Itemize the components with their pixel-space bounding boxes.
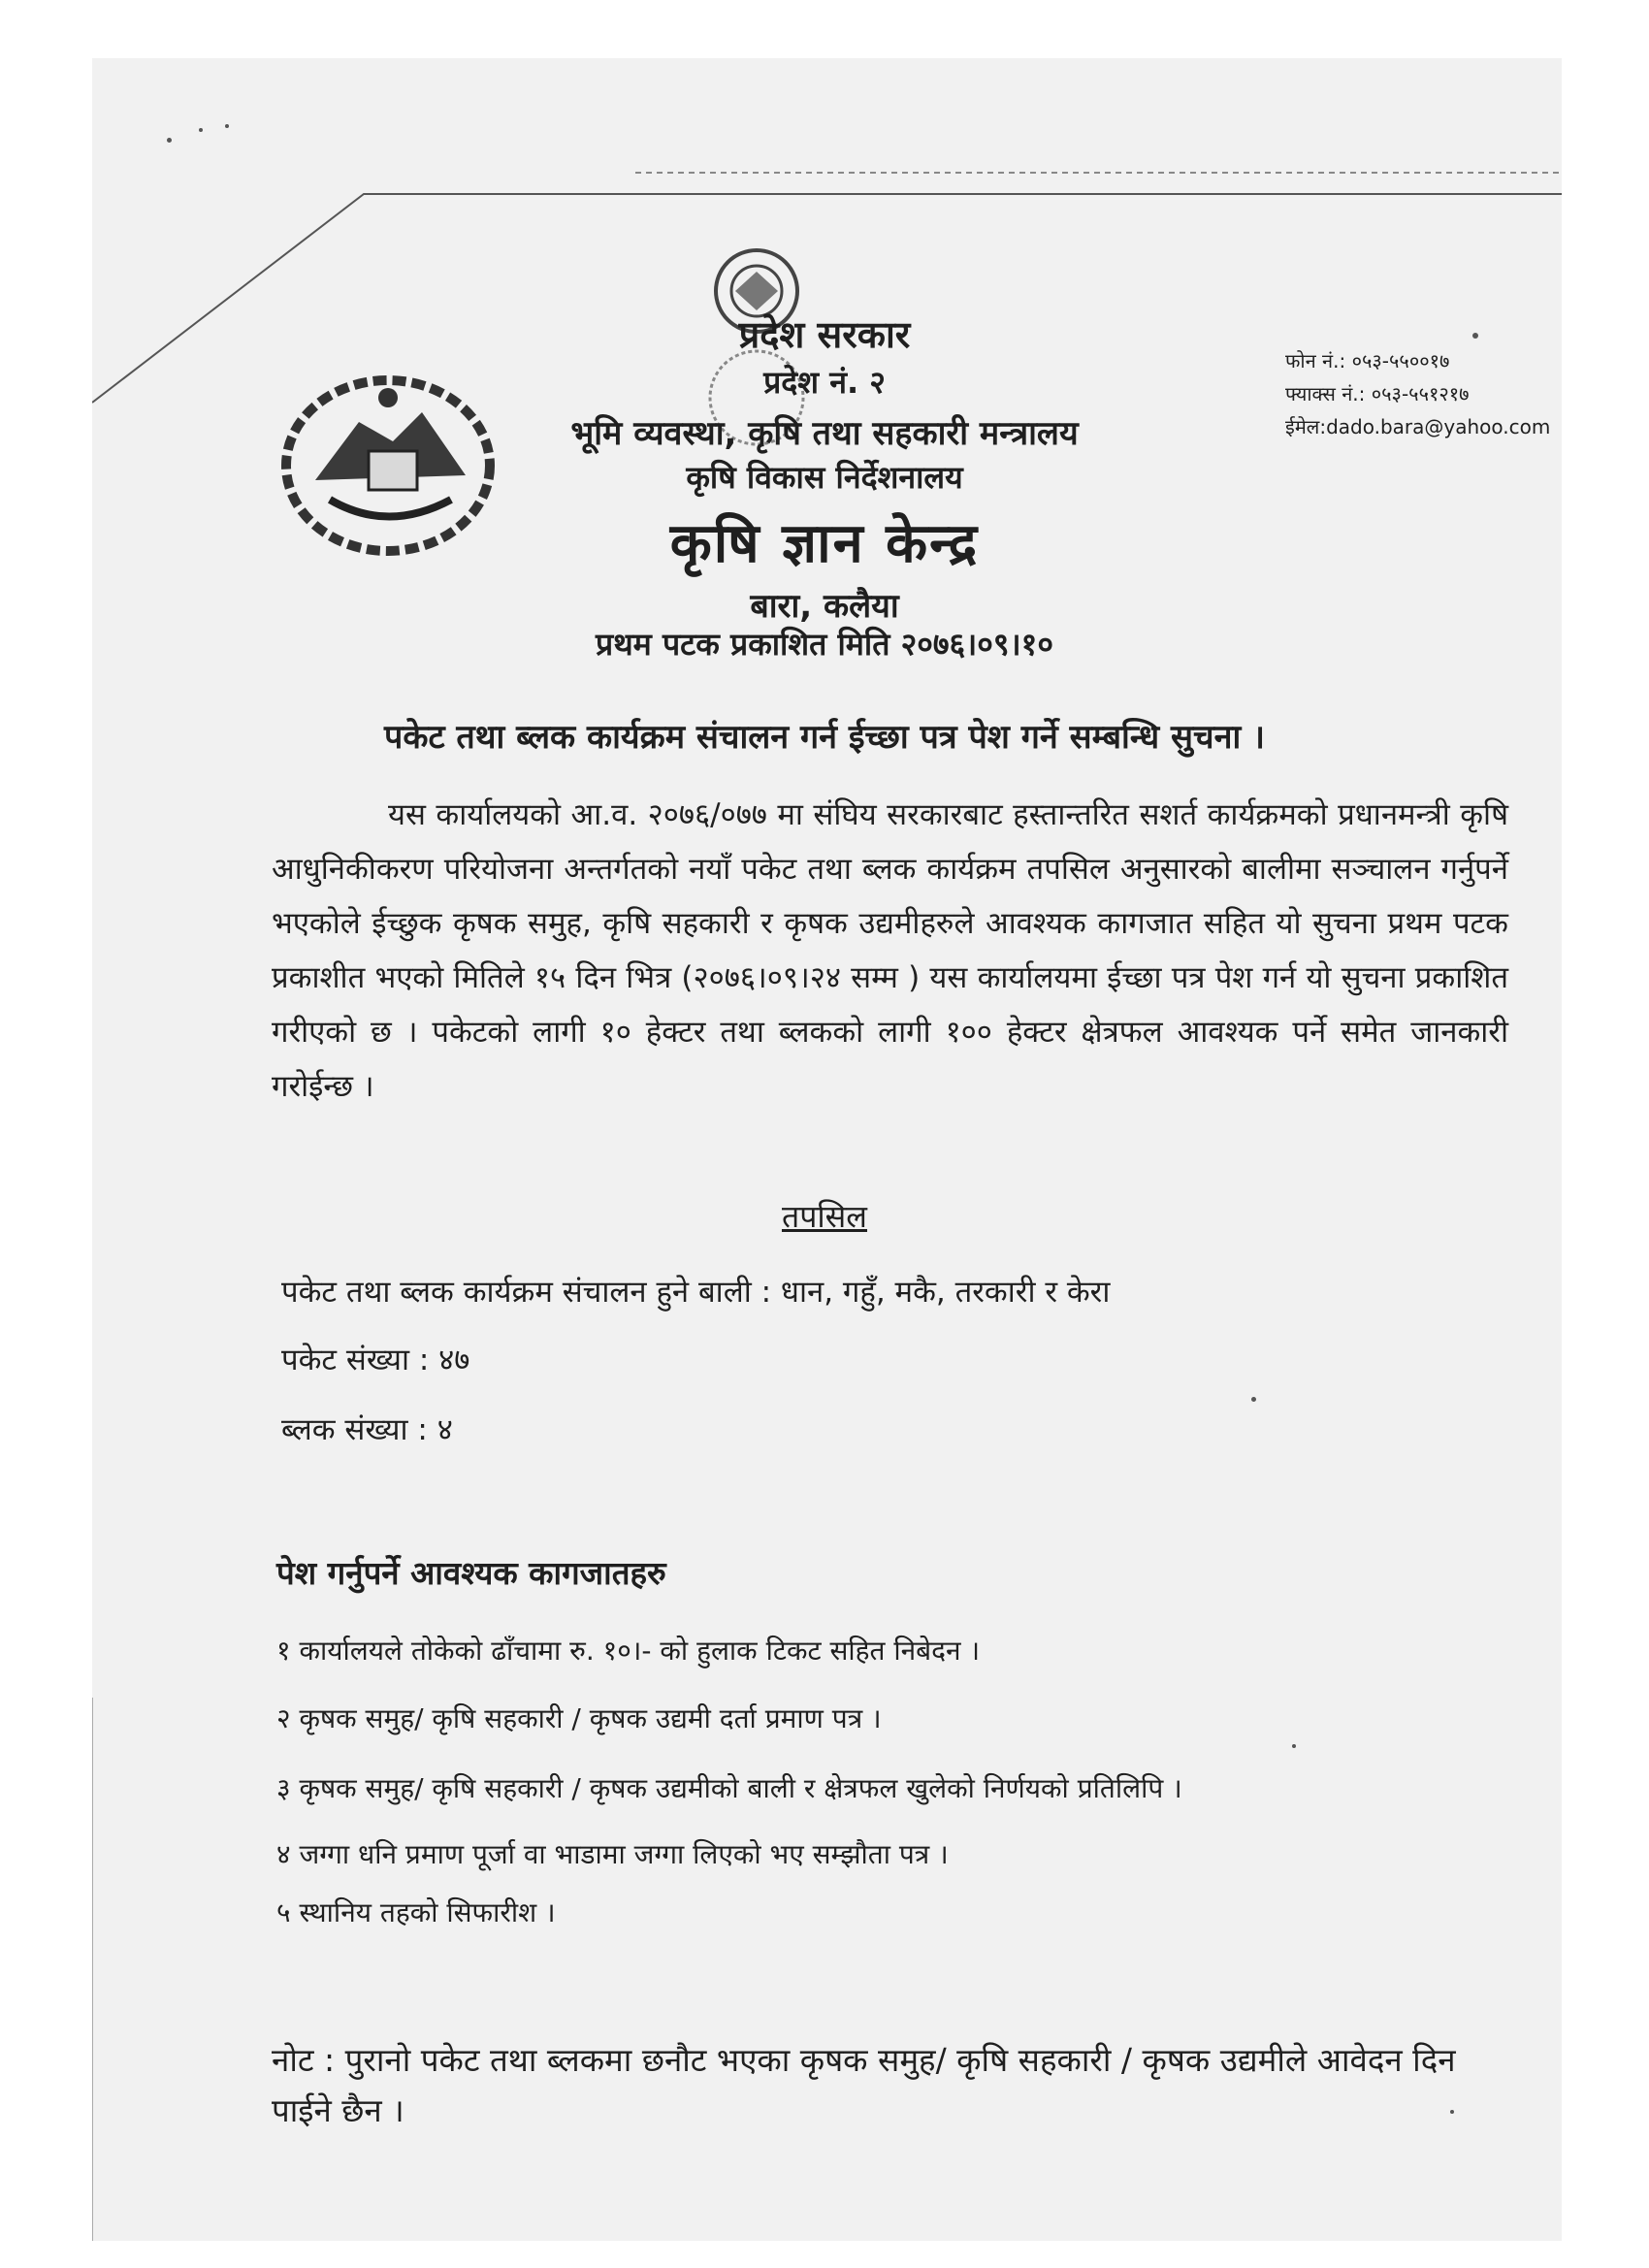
header-office-name: कृषि ज्ञान केन्द्र [669, 512, 980, 575]
document-item: ५ स्थानिय तहको सिफारीश । [276, 1896, 556, 1928]
document-item: १ कार्यालयले तोकेको ढाँचामा रु. १०।- को हुलाक टिकट सहित निबेदन । [276, 1635, 981, 1667]
documents-title: पेश गर्नुपर्ने आवश्यक कागजातहरु [276, 1554, 666, 1592]
contact-email: ईमेल:dado.bara@yahoo.com [1285, 415, 1551, 438]
tapasil-heading: तपसिल [781, 1198, 868, 1235]
header-ministry: भूमि व्यवस्था, कृषि तथा सहकारी मन्त्रालय [570, 414, 1079, 453]
header-directorate: कृषि विकास निर्देशनालय [686, 459, 963, 496]
tapasil-pocket-count: पकेट संख्या : ४७ [281, 1343, 470, 1377]
header-province-number: प्रदेश नं. २ [763, 364, 886, 401]
tapasil-block-count: ब्लक संख्या : ४ [281, 1412, 453, 1447]
document-item: ३ कृषक समुह/ कृषि सहकारी / कृषक उद्यमीको बाली र क्षेत्रफल खुलेको निर्णयको प्रतिलिपि । [276, 1772, 1182, 1804]
note-text: नोट : पुरानो पकेट तथा ब्लकमा छनौट भएका कृषक समुह/ कृषि सहकारी / कृषक उद्यमीले आवेदन दिन पाईने छैन । [272, 2041, 1456, 2129]
contact-fax: फ्याक्स नं.: ०५३-५५१२१७ [1285, 382, 1470, 405]
header-province-government: प्रदेश सरकार [738, 313, 911, 356]
notice-body: यस कार्यालयको आ.व. २०७६/०७७ मा संघिय सरकारबाट हस्तान्तरित सशर्त कार्यक्रमको प्रधानमन्त्री कृषि आधुनिकीकरण परियोजना अन्तर्गतको नयाँ पकेट तथा ब्लक कार्यक्रम तपसिल अनुसारको बालीमा सञ्चालन गर्नुपर्ने भएकोले ईच्छुक कृषक समुह, कृषि सहकारी र कृषक उद्यमीहरुले आवश्यक कागजात सहित यो सुचना प्रथम पटक प्रकाशीत भएको मितिले १५ दिन भित्र (२०७६।०९।२४ सम्म ) यस कार्यालयमा ईच्छा पत्र पेश गर्न यो सुचना प्रकाशित गरीएको छ । पकेटको लागी १० हेक्टर तथा ब्लकको लागी १०० हेक्टर क्षेत्रफल आवश्यक पर्ने समेत जानकारी गरोईन्छ । [272, 797, 1508, 1104]
notice-subject: पकेट तथा ब्लक कार्यक्रम संचालन गर्न ईच्छा पत्र पेश गर्ने सम्बन्धि सुचना । [384, 718, 1265, 757]
tapasil-crops: पकेट तथा ब्लक कार्यक्रम संचालन हुने बाली : धान, गहुँ, मकै, तरकारी र केरा [281, 1275, 1111, 1310]
document-item: ४ जग्गा धनि प्रमाण पूर्जा वा भाडामा जग्गा लिएको भए सम्झौता पत्र । [276, 1838, 949, 1870]
document-item: २ कृषक समुह/ कृषि सहकारी / कृषक उद्यमी दर्ता प्रमाण पत्र । [276, 1702, 882, 1734]
contact-phone: फोन नं.: ०५३-५५००१७ [1285, 349, 1450, 373]
header-location: बारा, कलैया [750, 587, 899, 626]
published-date: प्रथम पटक प्रकाशित मिति २०७६।०९।१० [596, 626, 1053, 663]
